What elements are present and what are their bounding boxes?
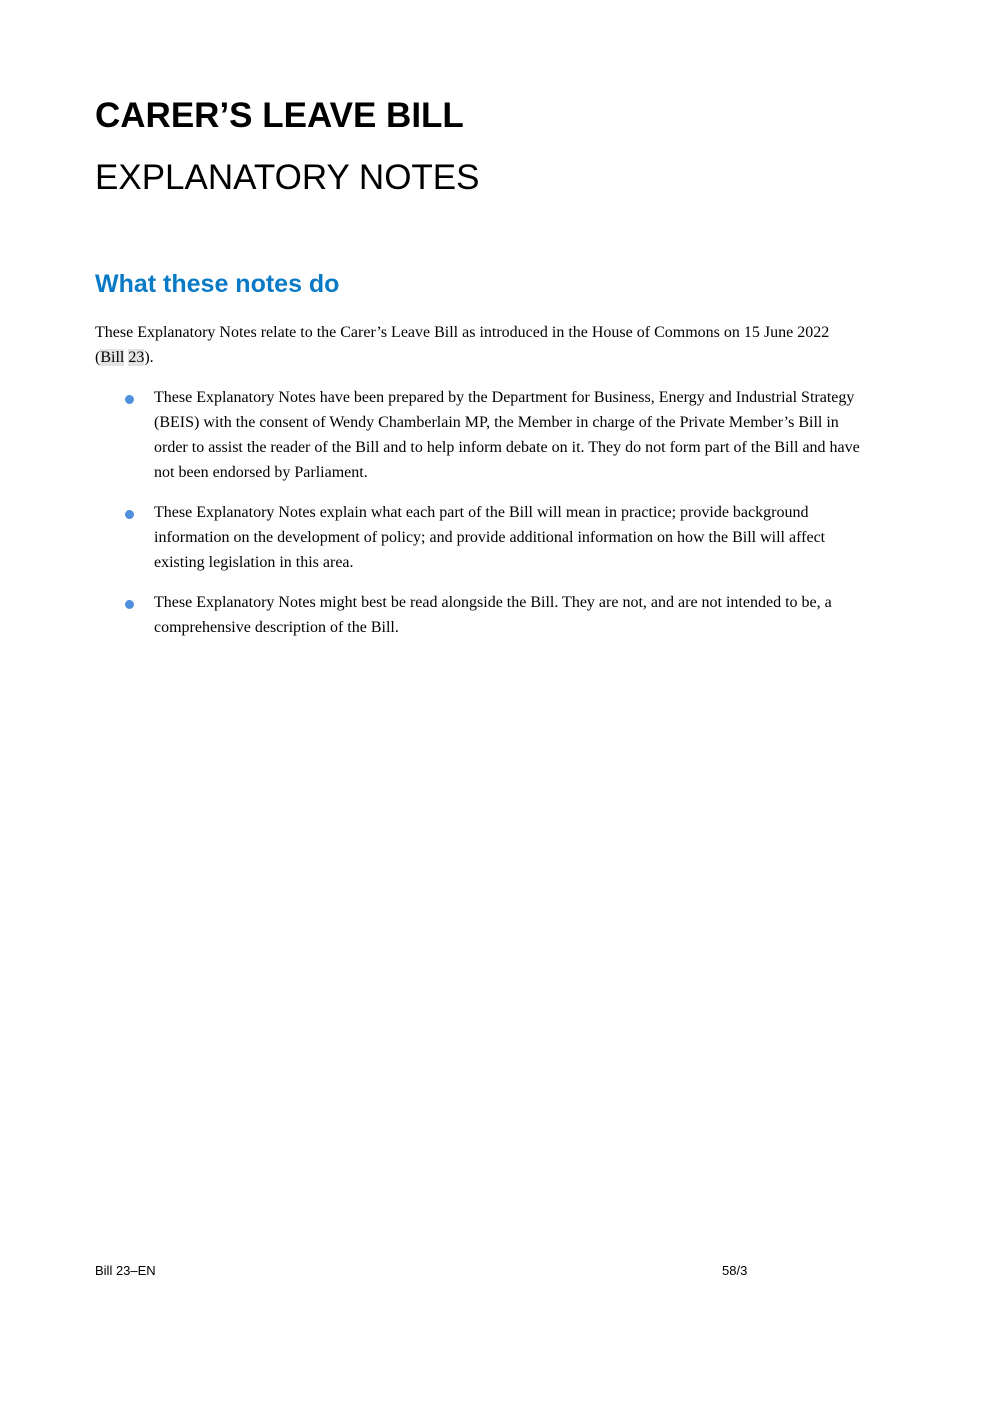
list-item-text: These Explanatory Notes might best be read alongside the Bill. They are not, and are not intended to be, a comprehensive description of the Bill.	[154, 594, 832, 636]
list-item	[95, 385, 865, 485]
bill-number-link[interactable]: 23	[128, 349, 145, 366]
footer-bill-reference: Bill 23–EN	[95, 1263, 156, 1278]
document-title: CARER’S LEAVE BILL	[95, 96, 464, 135]
bullet-dot-icon	[125, 600, 134, 609]
bullet-dot-icon	[125, 510, 134, 519]
intro-paragraph	[95, 320, 855, 370]
bullet-dot-icon	[125, 395, 134, 404]
intro-end: ).	[144, 349, 154, 366]
footer-page-code: 58/3	[722, 1263, 748, 1278]
list-item	[95, 590, 865, 640]
list-item-text: These Explanatory Notes have been prepared by the Department for Business, Energy and Industrial Strategy (BEIS) with the consent of Wendy Chamberlain MP, the Member in charge of the Private Member’s Bill in order to assist the reader of the Bill and to help inform debate on it. They do not form part of the Bill and have not been endorsed by Parliament.	[154, 389, 860, 481]
section-heading: What these notes do	[95, 270, 340, 298]
bill-reference-link[interactable]: Bill	[100, 349, 125, 366]
document-subtitle: EXPLANATORY NOTES	[95, 158, 480, 197]
list-item-text: These Explanatory Notes explain what each part of the Bill will mean in practice; provide background information on the development of policy; and provide additional information on how the Bill will affect existing legislation in this area.	[154, 504, 826, 571]
list-item	[95, 500, 865, 575]
bullet-list	[95, 385, 865, 655]
intro-text: These Explanatory Notes relate to the Carer’s Leave Bill as introduced in the House of Commons on 15 June 2022 (	[95, 324, 830, 366]
